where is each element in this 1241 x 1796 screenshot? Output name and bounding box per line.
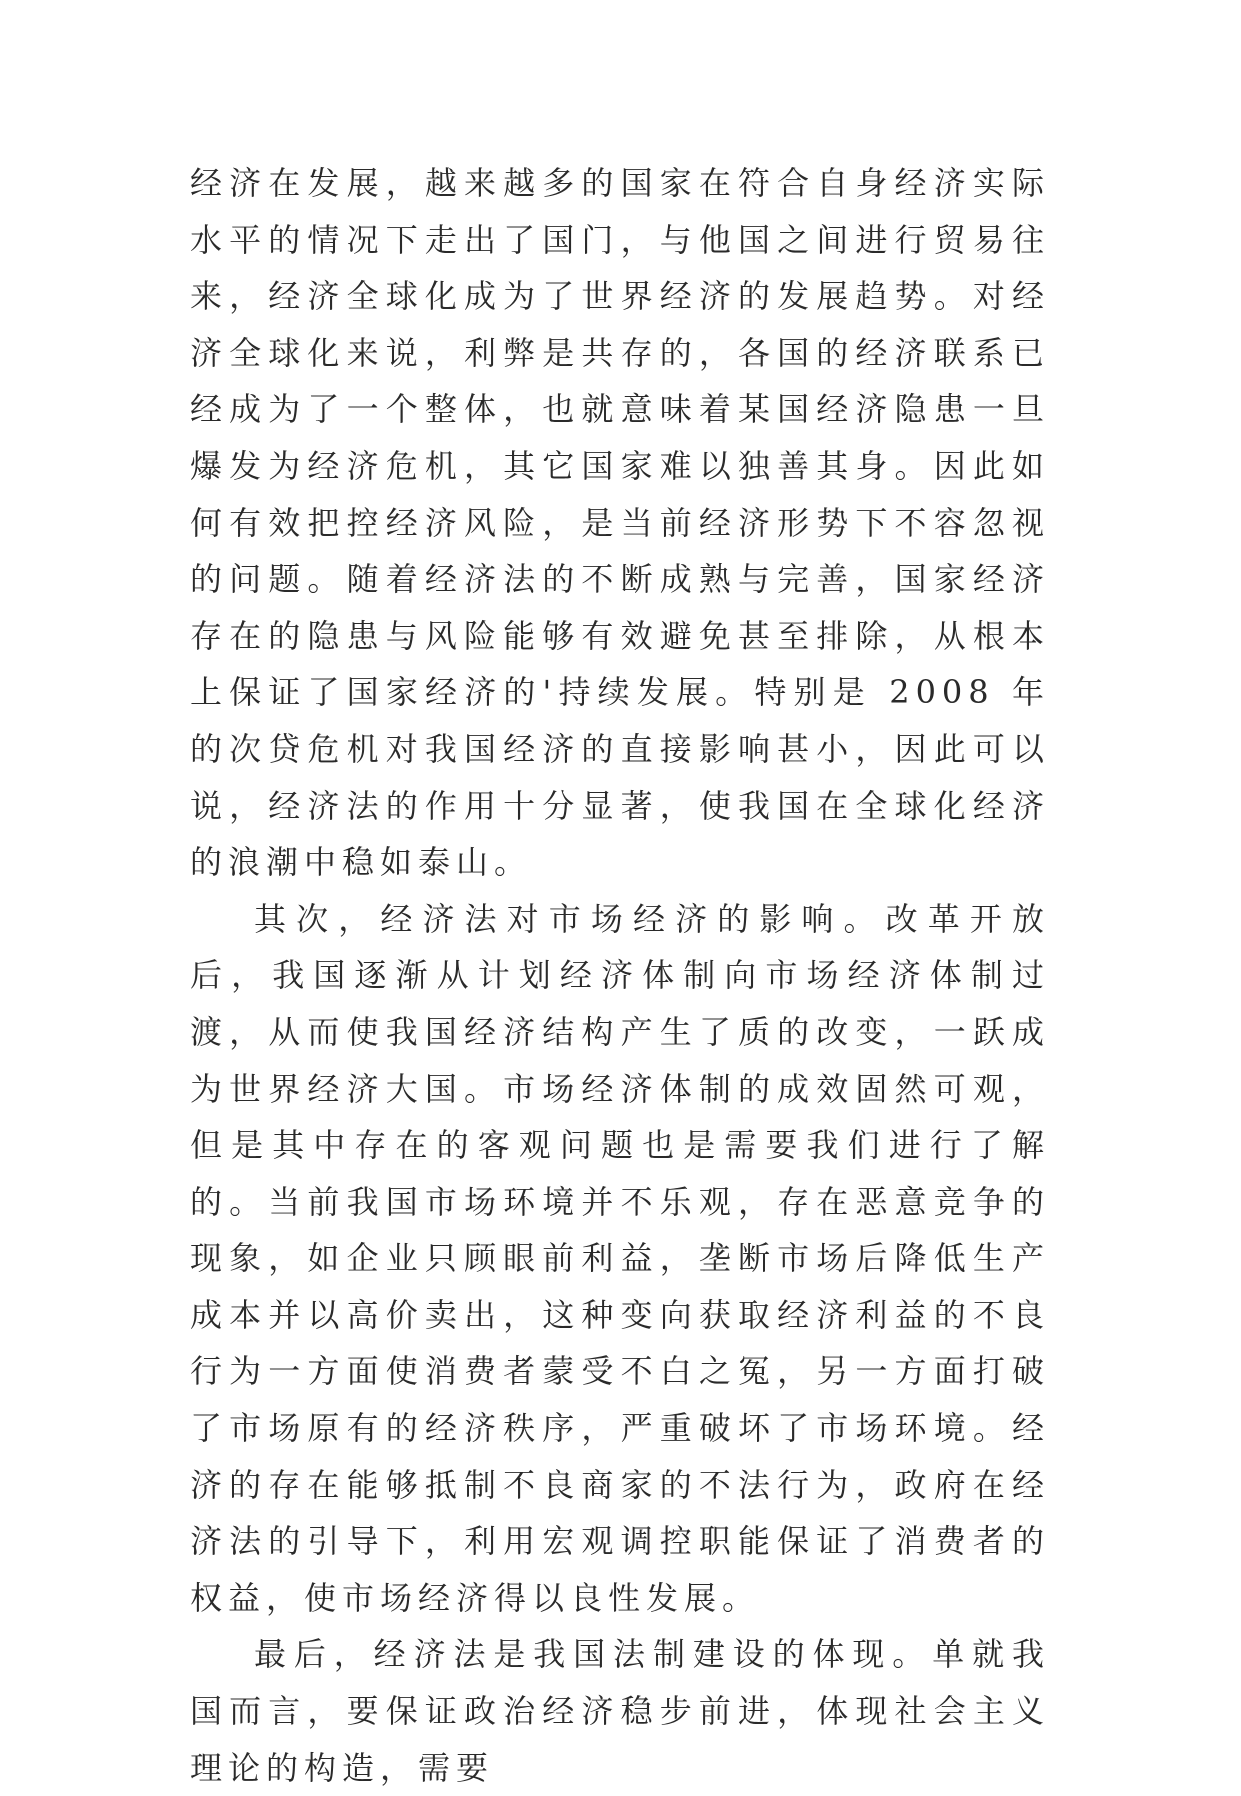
paragraph-market-economy: 其次，经济法对市场经济的影响。改革开放后，我国逐渐从计划经济体制向市场经济体制过渡，从而使我国经济结构产生了质的改变，一跃成为世界经济大国。市场经济体制的成效固然可观，但是其中存在的客观问题也是需要我们进行了解的。当前我国市场环境并不乐观，存在恶意竞争的现象，如企业只顾眼前利益，垄断市场后降低生产成本并以高价卖出，这种变向获取经济利益的不良行为一方面使消费者蒙受不白之冤，另一方面打破了市场原有的经济秩序，严重破坏了市场环境。经济的存在能够抵制不良商家的不法行为，政府在经济法的引导下，利用宏观调控职能保证了消费者的权益，使市场经济得以良性发展。 bbox=[190, 899, 1050, 1617]
paragraph-legal-construction: 最后，经济法是我国法制建设的体现。单就我国而言，要保证政治经济稳步前进，体现社会主义理论的构造，需要 bbox=[190, 1635, 1050, 1787]
paragraph-globalization: 经济在发展，越来越多的国家在符合自身经济实际水平的情况下走出了国门，与他国之间进行贸易往来，经济全球化成为了世界经济的发展趋势。对经济全球化来说，利弊是共存的，各国的经济联系已经成为了一个整体，也就意味着某国经济隐患一旦爆发为经济危机，其它国家难以独善其身。因此如何有效把控经济风险，是当前经济形势下不容忽视的问题。随着经济法的不断成熟与完善，国家经济存在的隐患与风险能够有效避免甚至排除，从根本上保证了国家经济的'持续发展。特别是 2008 年的次贷危机对我国经济的直接影响甚小，因此可以说，经济法的作用十分显著，使我国在全球化经济的浪潮中稳如泰山。 bbox=[190, 164, 1050, 882]
document-body bbox=[190, 155, 1050, 1796]
